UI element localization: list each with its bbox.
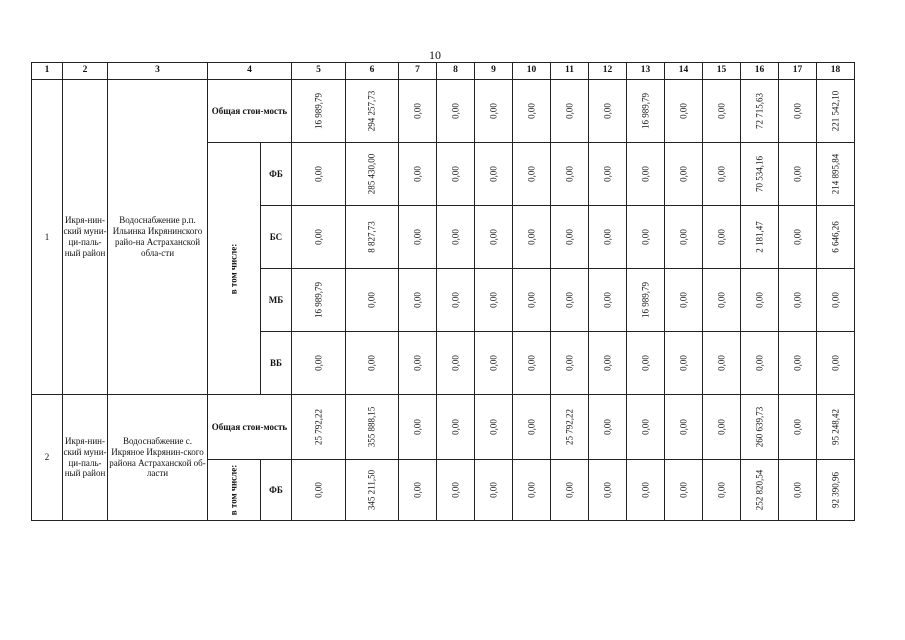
value-text: 355 888,15 <box>366 406 377 448</box>
value-cell <box>346 395 399 460</box>
value-text: 0,00 <box>412 355 423 371</box>
value-cell <box>589 395 627 460</box>
value-cell <box>551 80 589 143</box>
value-cell <box>817 143 855 206</box>
column-number: 5 <box>292 63 346 80</box>
value-text: 0,00 <box>526 292 537 308</box>
object-cell: Водоснабжение р.п. Ильинка Икрянинского райо-на Астраханской обла-сти <box>108 80 208 395</box>
value-cell <box>437 143 475 206</box>
column-number: 2 <box>63 63 108 80</box>
column-number: 18 <box>817 63 855 80</box>
value-cell <box>741 269 779 332</box>
value-cell <box>741 143 779 206</box>
value-cell <box>475 143 513 206</box>
value-cell <box>475 395 513 460</box>
value-text: 0,00 <box>412 292 423 308</box>
value-cell <box>475 460 513 521</box>
value-cell <box>665 143 703 206</box>
value-cell <box>346 206 399 269</box>
value-text: 70 534,16 <box>754 156 765 192</box>
value-text: 0,00 <box>754 292 765 308</box>
value-cell <box>437 80 475 143</box>
budget-type-label: ФБ <box>261 143 292 206</box>
value-cell <box>779 143 817 206</box>
value-text: 0,00 <box>678 482 689 498</box>
value-text: 0,00 <box>716 229 727 245</box>
value-cell <box>551 395 589 460</box>
value-cell <box>437 332 475 395</box>
value-text: 2 181,47 <box>754 221 765 253</box>
value-cell <box>292 269 346 332</box>
value-text: 0,00 <box>792 166 803 182</box>
value-cell <box>513 80 551 143</box>
value-cell <box>741 206 779 269</box>
value-text: 0,00 <box>313 355 324 371</box>
value-text: 0,00 <box>678 103 689 119</box>
value-text: 0,00 <box>564 292 575 308</box>
value-text: 0,00 <box>488 419 499 435</box>
column-number: 1 <box>32 63 63 80</box>
value-cell <box>627 460 665 521</box>
value-cell <box>399 80 437 143</box>
table-row <box>32 395 855 460</box>
value-text: 16 989,79 <box>313 282 324 318</box>
value-cell <box>703 206 741 269</box>
value-cell <box>703 143 741 206</box>
column-number: 4 <box>208 63 292 80</box>
value-cell <box>703 80 741 143</box>
value-cell <box>741 80 779 143</box>
value-cell <box>589 460 627 521</box>
value-text: 0,00 <box>526 229 537 245</box>
value-text: 92 390,96 <box>830 472 841 508</box>
value-text: 0,00 <box>602 103 613 119</box>
value-cell <box>437 206 475 269</box>
value-cell <box>703 332 741 395</box>
total-cost-label: Общая стои-мость <box>208 80 292 143</box>
value-text: 0,00 <box>716 166 727 182</box>
value-cell <box>346 269 399 332</box>
value-cell <box>627 206 665 269</box>
value-cell <box>627 395 665 460</box>
value-cell <box>475 80 513 143</box>
value-cell <box>292 395 346 460</box>
value-cell <box>589 269 627 332</box>
value-text: 0,00 <box>640 229 651 245</box>
value-text: 95 248,42 <box>830 409 841 445</box>
column-number: 16 <box>741 63 779 80</box>
value-text: 252 820,54 <box>754 469 765 511</box>
value-text: 0,00 <box>450 292 461 308</box>
value-text: 25 792,22 <box>564 409 575 445</box>
table-row <box>32 80 855 143</box>
value-text: 0,00 <box>602 482 613 498</box>
value-cell <box>551 269 589 332</box>
value-cell <box>779 332 817 395</box>
district-cell: Икря-нин-ский муни-ци-паль-ный район <box>63 395 108 521</box>
value-text: 0,00 <box>792 355 803 371</box>
value-cell <box>589 143 627 206</box>
value-text: 0,00 <box>830 292 841 308</box>
value-text: 0,00 <box>488 229 499 245</box>
value-text: 0,00 <box>602 292 613 308</box>
column-number: 14 <box>665 63 703 80</box>
value-text: 0,00 <box>602 166 613 182</box>
value-cell <box>437 395 475 460</box>
value-cell <box>551 460 589 521</box>
value-text: 72 715,63 <box>754 93 765 129</box>
value-cell <box>513 206 551 269</box>
value-text: 0,00 <box>488 482 499 498</box>
value-cell <box>817 206 855 269</box>
value-cell <box>346 80 399 143</box>
value-cell <box>665 460 703 521</box>
district-cell: Икря-нин-ский муни-ци-паль-ный район <box>63 80 108 395</box>
value-cell <box>346 332 399 395</box>
value-text: 0,00 <box>564 103 575 119</box>
value-text: 0,00 <box>792 229 803 245</box>
row-number: 2 <box>32 395 63 521</box>
value-text: 0,00 <box>792 103 803 119</box>
value-text: 0,00 <box>678 419 689 435</box>
value-cell <box>741 460 779 521</box>
value-text: 0,00 <box>792 419 803 435</box>
value-text: 0,00 <box>450 229 461 245</box>
value-cell <box>513 332 551 395</box>
value-cell <box>665 395 703 460</box>
value-cell <box>399 269 437 332</box>
including-text: в том числе: <box>228 243 239 294</box>
value-text: 0,00 <box>602 355 613 371</box>
column-number: 8 <box>437 63 475 80</box>
value-cell <box>817 460 855 521</box>
value-text: 0,00 <box>564 229 575 245</box>
row-number: 1 <box>32 80 63 395</box>
value-cell <box>292 206 346 269</box>
value-text: 0,00 <box>716 292 727 308</box>
value-cell <box>475 332 513 395</box>
value-text: 285 430,00 <box>366 153 377 195</box>
object-cell: Водоснабжение с. Икряное Икрянин-ского района Астраханской об-ласти <box>108 395 208 521</box>
value-text: 0,00 <box>450 103 461 119</box>
value-cell <box>513 269 551 332</box>
budget-type-label: БС <box>261 206 292 269</box>
value-text: 0,00 <box>450 166 461 182</box>
total-cost-label: Общая стои-мость <box>208 395 292 460</box>
value-cell <box>292 80 346 143</box>
financing-table <box>31 62 855 521</box>
value-text: 0,00 <box>564 482 575 498</box>
value-cell <box>627 80 665 143</box>
value-cell <box>741 332 779 395</box>
column-number: 11 <box>551 63 589 80</box>
value-text: 16 989,79 <box>640 282 651 318</box>
value-text: 0,00 <box>716 355 727 371</box>
column-number: 9 <box>475 63 513 80</box>
value-text: 0,00 <box>313 229 324 245</box>
budget-type-label: ФБ <box>261 460 292 521</box>
including-label <box>208 143 261 395</box>
value-cell <box>346 460 399 521</box>
value-cell <box>551 332 589 395</box>
column-number: 15 <box>703 63 741 80</box>
page-number: 10 <box>429 48 441 62</box>
value-text: 0,00 <box>792 292 803 308</box>
value-cell <box>399 143 437 206</box>
column-number: 3 <box>108 63 208 80</box>
value-cell <box>292 460 346 521</box>
column-number: 17 <box>779 63 817 80</box>
value-cell <box>292 332 346 395</box>
value-text: 345 211,50 <box>366 469 377 511</box>
budget-type-label: МБ <box>261 269 292 332</box>
value-text: 0,00 <box>526 482 537 498</box>
value-cell <box>589 206 627 269</box>
value-text: 0,00 <box>412 482 423 498</box>
value-text: 0,00 <box>450 482 461 498</box>
value-text: 0,00 <box>488 103 499 119</box>
value-text: 0,00 <box>488 292 499 308</box>
value-text: 0,00 <box>640 482 651 498</box>
value-text: 0,00 <box>412 419 423 435</box>
value-cell <box>817 332 855 395</box>
value-cell <box>399 206 437 269</box>
value-cell <box>399 460 437 521</box>
value-text: 294 257,73 <box>366 90 377 132</box>
value-cell <box>346 143 399 206</box>
value-text: 0,00 <box>564 355 575 371</box>
value-cell <box>399 395 437 460</box>
value-cell <box>589 332 627 395</box>
value-text: 0,00 <box>640 419 651 435</box>
value-text: 0,00 <box>564 166 575 182</box>
value-cell <box>779 460 817 521</box>
value-text: 0,00 <box>830 355 841 371</box>
value-cell <box>665 206 703 269</box>
value-text: 0,00 <box>412 166 423 182</box>
including-label <box>208 460 261 521</box>
value-text: 8 827,73 <box>366 221 377 253</box>
value-text: 16 989,79 <box>313 93 324 129</box>
value-text: 0,00 <box>602 229 613 245</box>
value-cell <box>627 332 665 395</box>
value-text: 0,00 <box>366 292 377 308</box>
value-cell <box>703 395 741 460</box>
value-cell <box>551 143 589 206</box>
value-cell <box>665 80 703 143</box>
value-cell <box>627 143 665 206</box>
value-text: 214 895,84 <box>830 153 841 195</box>
column-number: 12 <box>589 63 627 80</box>
value-text: 0,00 <box>678 292 689 308</box>
value-cell <box>665 269 703 332</box>
value-cell <box>513 395 551 460</box>
value-text: 0,00 <box>488 355 499 371</box>
value-cell <box>475 206 513 269</box>
value-text: 0,00 <box>678 166 689 182</box>
value-text: 0,00 <box>313 482 324 498</box>
value-text: 0,00 <box>754 355 765 371</box>
value-text: 6 646,26 <box>830 221 841 253</box>
value-cell <box>437 269 475 332</box>
value-text: 0,00 <box>450 355 461 371</box>
value-cell <box>589 80 627 143</box>
value-cell <box>779 80 817 143</box>
value-text: 221 542,10 <box>830 90 841 132</box>
value-cell <box>817 269 855 332</box>
value-text: 0,00 <box>488 166 499 182</box>
value-text: 0,00 <box>792 482 803 498</box>
value-text: 0,00 <box>366 355 377 371</box>
value-cell <box>817 395 855 460</box>
value-cell <box>399 332 437 395</box>
value-text: 0,00 <box>716 103 727 119</box>
value-cell <box>513 460 551 521</box>
value-cell <box>779 395 817 460</box>
value-cell <box>475 269 513 332</box>
value-text: 0,00 <box>716 419 727 435</box>
value-text: 260 639,73 <box>754 406 765 448</box>
header-row <box>32 63 855 80</box>
value-text: 0,00 <box>716 482 727 498</box>
value-text: 16 989,79 <box>640 93 651 129</box>
value-cell <box>703 460 741 521</box>
value-text: 0,00 <box>412 229 423 245</box>
value-text: 0,00 <box>526 166 537 182</box>
column-number: 7 <box>399 63 437 80</box>
value-cell <box>779 206 817 269</box>
value-text: 0,00 <box>526 419 537 435</box>
value-text: 0,00 <box>450 419 461 435</box>
value-text: 0,00 <box>526 103 537 119</box>
value-cell <box>741 395 779 460</box>
column-number: 6 <box>346 63 399 80</box>
value-cell <box>627 269 665 332</box>
value-text: 0,00 <box>412 103 423 119</box>
value-text: 0,00 <box>678 229 689 245</box>
value-cell <box>292 143 346 206</box>
value-cell <box>703 269 741 332</box>
value-text: 0,00 <box>640 166 651 182</box>
value-cell <box>437 460 475 521</box>
value-text: 25 792,22 <box>313 409 324 445</box>
value-cell <box>817 80 855 143</box>
value-cell <box>779 269 817 332</box>
value-cell <box>513 143 551 206</box>
budget-type-label: ВБ <box>261 332 292 395</box>
value-text: 0,00 <box>526 355 537 371</box>
value-text: 0,00 <box>678 355 689 371</box>
value-text: 0,00 <box>313 166 324 182</box>
value-cell <box>551 206 589 269</box>
value-text: 0,00 <box>640 355 651 371</box>
column-number: 10 <box>513 63 551 80</box>
including-text: в том числе: <box>228 464 239 516</box>
value-cell <box>665 332 703 395</box>
column-number: 13 <box>627 63 665 80</box>
value-text: 0,00 <box>602 419 613 435</box>
